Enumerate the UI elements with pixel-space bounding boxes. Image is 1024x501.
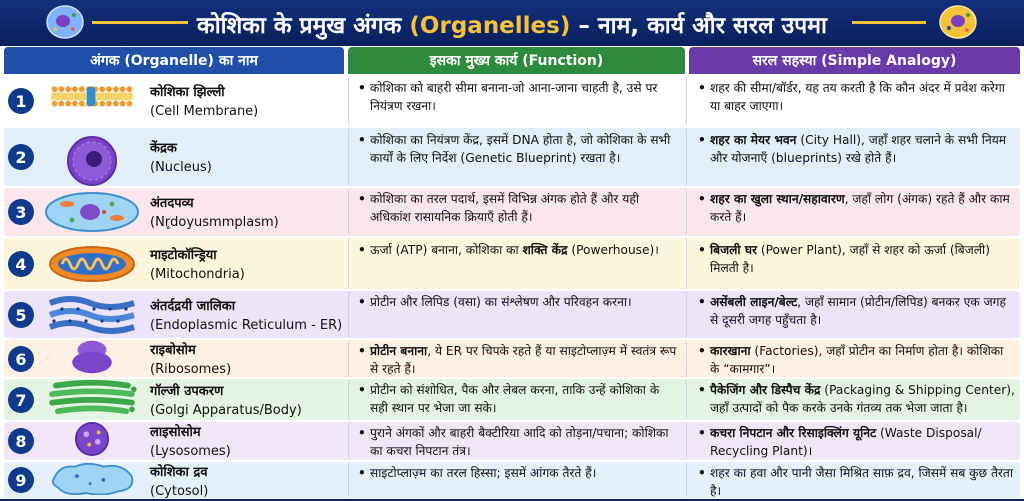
function-text <box>358 79 680 115</box>
organelle-name <box>150 139 212 177</box>
organelle-name <box>150 83 258 121</box>
function-text <box>358 190 680 226</box>
organelle-name-hindi: माइटोकॉन्ड्रिया <box>150 248 217 263</box>
lysosome-icon <box>42 421 142 461</box>
analogy-text <box>698 342 1016 378</box>
function-value: प्रोटीन और लिपिड (वसा) का संश्लेषण और परिवहन करना। <box>370 295 632 309</box>
bullet-icon: • <box>698 295 706 309</box>
analogy-text <box>698 381 1016 417</box>
function-text <box>358 464 680 482</box>
cytoplasm-icon <box>42 190 142 238</box>
analogy-text <box>698 131 1016 167</box>
function-value: पुराने अंगकों और बाहरी बैक्टीरिया आदि को तोड़ना/पचाना; कोशिका का कचरा निपटान तंत्र। <box>370 426 669 458</box>
golgi-icon <box>42 378 142 420</box>
analogy-value: शहर का खुला स्थान/सहावारण, जहाँ लोग (अंगक) रहते हैं और काम करते हैं। <box>710 192 1010 224</box>
bullet-icon: • <box>358 383 366 397</box>
bullet-icon: • <box>358 344 366 358</box>
function-value: कोशिका को बाहरी सीमा बनाना-जो आना-जाना चाहती है, उसे पर नियंत्रण रखना। <box>370 81 658 113</box>
organelle-name-english: (Ribosomes) <box>150 362 232 377</box>
row-number-badge: 4 <box>8 251 34 277</box>
header-organelle-name: अंगक (Organelle) का नाम <box>4 47 344 74</box>
organelle-name-hindi: अंतर्दद्रयी जालिका <box>150 299 236 314</box>
nucleus-icon <box>42 135 142 191</box>
function-value: कोशिका का नियंत्रण केंद्र, इसमें DNA होता है, जो कोशिका के सभी कार्यों के लिए निर्देश (Genetic Blueprint) रखता है। <box>370 133 671 165</box>
bullet-icon: • <box>698 243 706 257</box>
analogy-text <box>698 464 1016 500</box>
title-main: कोशिका के प्रमुख अंगक <box>197 13 402 39</box>
analogy-value: बिजली घर (Power Plant), जहाँ से शहर को ऊर्जा (बिजली) मिलती है। <box>710 243 990 275</box>
bullet-icon: • <box>698 192 706 206</box>
bullet-icon: • <box>358 133 366 147</box>
function-value: साइटोप्लाज़्म का तरल हिस्सा; इसमें आंगक तैरते हैं। <box>370 466 597 480</box>
row-number-badge: 1 <box>8 88 34 114</box>
bullet-icon: • <box>698 344 706 358</box>
table-row <box>0 378 1024 421</box>
row-number-badge: 5 <box>8 302 34 328</box>
organelle-name-english: (Endoplasmic Reticulum - ER) <box>150 318 343 333</box>
organelle-name-english: (Nucleus) <box>150 160 212 175</box>
organelle-name <box>150 341 231 379</box>
analogy-text <box>698 79 1016 115</box>
analogy-value: शहर की सीमा/बॉर्डर, यह तय करती है कि कौन अंदर में प्रवेश करेगा या बाहर जाएगा। <box>710 81 1005 113</box>
bullet-icon: • <box>358 192 366 206</box>
function-value: प्रोटीन को संशोधित, पैक और लेबल करना, ताकि उन्हें कोशिका के सही स्थान पर भेजा जा सके। <box>370 383 660 415</box>
organelle-name-hindi: गॉल्जी उपकरण <box>150 384 224 399</box>
organelle-name <box>150 423 231 461</box>
row-number-badge: 3 <box>8 199 34 225</box>
row-number-badge: 8 <box>8 428 34 454</box>
analogy-value: शहर का मेयर भवन (City Hall), जहाँ शहर चलाने के सभी नियम और योजनाएँ (blueprints) रखे होते हैं। <box>710 133 1007 165</box>
table-row <box>0 237 1024 290</box>
organelle-name-english: (Cell Membrane) <box>150 104 259 119</box>
mitochondria-icon <box>42 242 142 290</box>
header-function: इसका मुख्य कार्य (Function) <box>348 47 685 74</box>
table-row <box>0 290 1024 339</box>
function-value: ऊर्जा (ATP) बनाना, कोशिका का शक्ति केंद्र (Powerhouse)। <box>370 243 659 257</box>
page-title <box>0 8 1024 40</box>
analogy-value: कारखाना (Factories), जहाँ प्रोटीन का निर्माण होता है। कोशिका के “कामगार”। <box>710 344 1004 376</box>
table-row <box>0 75 1024 127</box>
row-number-badge: 9 <box>8 467 34 493</box>
organelle-name <box>150 297 342 335</box>
row-number-badge: 2 <box>8 144 34 170</box>
organelle-name <box>150 463 208 501</box>
table-row <box>0 421 1024 461</box>
analogy-text <box>698 241 1016 277</box>
row-number-badge: 7 <box>8 387 34 413</box>
bullet-icon: • <box>358 426 366 440</box>
cell-membrane-icon <box>42 79 142 117</box>
er-icon <box>42 293 142 341</box>
table-row <box>0 127 1024 187</box>
bullet-icon: • <box>358 243 366 257</box>
ribosome-icon <box>42 339 142 379</box>
analogy-value: पैकेजिंग और डिस्पैच केंद्र (Packaging & Shipping Center), जहाँ उत्पादों को पैक करके उनके गंतव्य तक भेजा जाता है। <box>710 383 1015 415</box>
title-highlight: (Organelles) <box>409 13 571 39</box>
function-text <box>358 131 680 167</box>
bullet-icon: • <box>698 383 706 397</box>
analogy-value: शहर का हवा और पानी जैसा मिश्रित साफ़ द्रव, जिसमें सब कुछ तैरता है। <box>710 466 1013 498</box>
function-text <box>358 424 680 460</box>
analogy-text <box>698 190 1016 226</box>
analogy-value: असेंबली लाइन/बेल्ट, जहाँ सामान (प्रोटीन/लिपिड) बनकर एक जगह से दूसरी जगह पहुँचता है। <box>710 295 1006 327</box>
table-row <box>0 461 1024 499</box>
organelle-name-english: (Lysosomes) <box>150 444 231 459</box>
bullet-icon: • <box>698 133 706 147</box>
organelle-name <box>150 382 302 420</box>
table-row <box>0 339 1024 378</box>
cytosol-icon <box>42 461 142 499</box>
organelle-name <box>150 246 245 284</box>
bullet-icon: • <box>698 426 706 440</box>
organelle-name <box>150 194 279 232</box>
function-value: कोशिका का तरल पदार्थ, इसमें विभिन्न अंगक होते हैं और यही अधिकांश रासायनिक क्रियाएँ होती हैं। <box>370 192 639 224</box>
organelle-name-english: (Mitochondria) <box>150 267 245 282</box>
analogy-text <box>698 293 1016 329</box>
bullet-icon: • <box>698 466 706 480</box>
function-text <box>358 381 680 417</box>
header-analogy: सरल सहस्या (Simple Analogy) <box>689 47 1020 74</box>
function-text <box>358 293 680 311</box>
organelle-name-hindi: केंद्रक <box>150 141 177 156</box>
organelle-name-hindi: लाइसोसोम <box>150 425 201 440</box>
table-row <box>0 187 1024 237</box>
bullet-icon: • <box>358 295 366 309</box>
analogy-value: कचरा निपटान और रिसाइक्लिंग यूनिट (Waste Disposal/ Recycling Plant)। <box>710 426 982 458</box>
function-text <box>358 241 680 259</box>
bullet-icon: • <box>358 466 366 480</box>
organelle-name-hindi: राइबोसोम <box>150 343 196 358</box>
organelle-name-english: (Cytosol) <box>150 484 209 499</box>
function-text <box>358 342 680 378</box>
analogy-text <box>698 424 1016 460</box>
organelle-name-hindi: कोशिका झिल्ली <box>150 85 225 100</box>
bullet-icon: • <box>698 81 706 95</box>
row-number-badge: 6 <box>8 346 34 372</box>
bullet-icon: • <box>358 81 366 95</box>
function-value: प्रोटीन बनाना, ये ER पर चिपके रहते हैं या साइटोप्लाज़्म में स्वतंत्र रूप से रहते हैं। <box>370 344 677 376</box>
title-banner <box>0 0 1024 46</box>
title-rest: – नाम, कार्य और सरल उपमा <box>578 13 827 39</box>
organelle-name-english: (Golgi Apparatus/Body) <box>150 403 302 418</box>
organelle-name-hindi: कोशिका द्रव <box>150 465 208 480</box>
organelle-name-hindi: अंतदपव्य <box>150 196 194 211</box>
organelle-name-english: (Nr̥doyusmmplasm) <box>150 215 279 230</box>
